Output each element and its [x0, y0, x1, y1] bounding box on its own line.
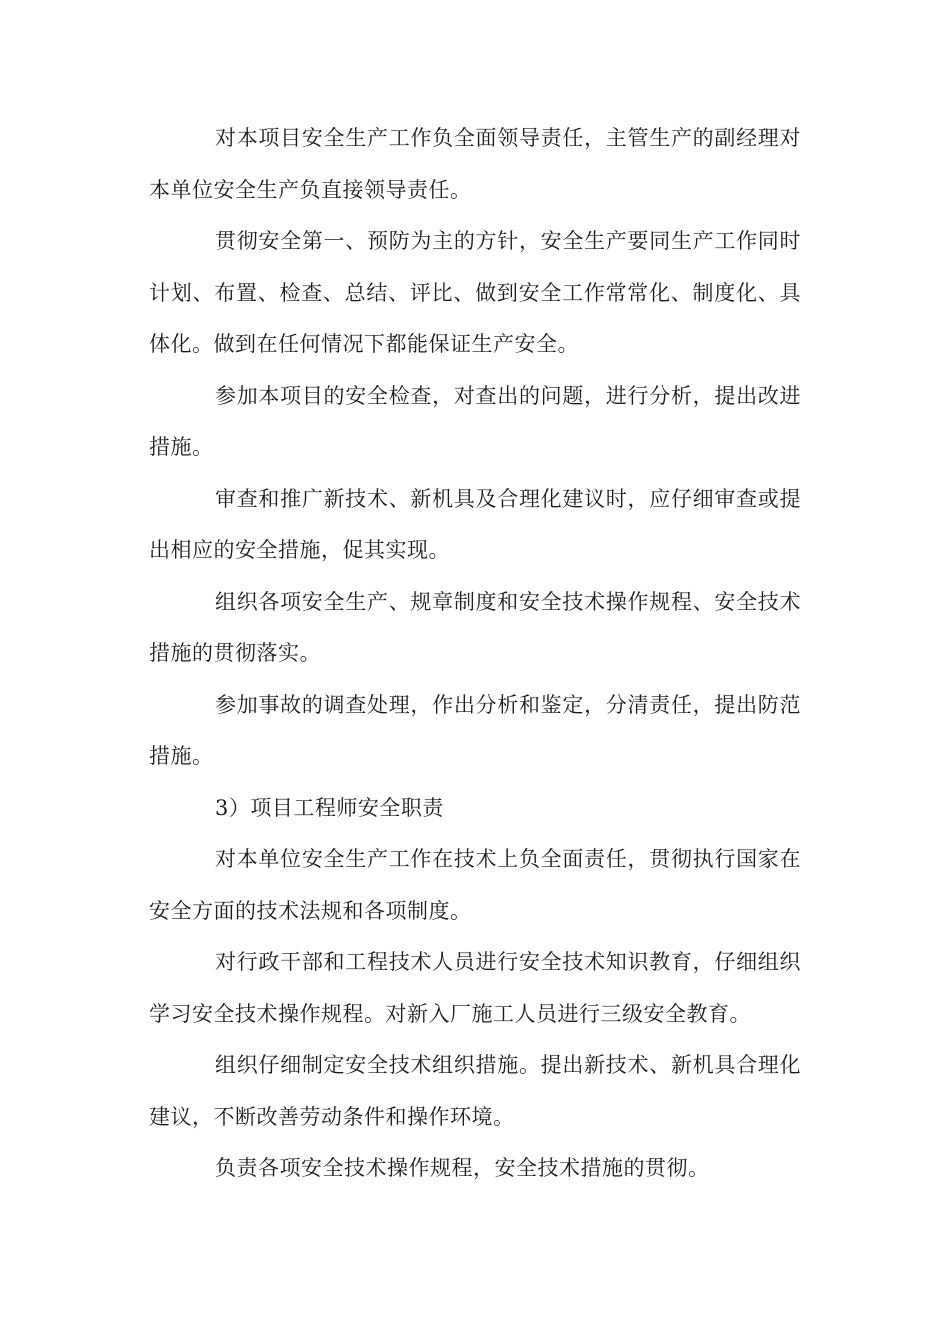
paragraph: 审查和推广新技术、新机具及合理化建议时，应仔细审查或提出相应的安全措施，促其实现。 — [149, 486, 801, 562]
paragraph: 贯彻安全第一、预防为主的方针，安全生产要同生产工作同时计划、布置、检查、总结、评比、做到安全工作常常化、制度化、具体化。做到在任何情况下都能保证生产安全。 — [149, 229, 801, 356]
paragraph: 负责各项安全技术操作规程，安全技术措施的贯彻。 — [215, 1156, 710, 1180]
paragraph: 组织仔细制定安全技术组织措施。提出新技术、新机具合理化建议，不断改善劳动条件和操作环境。 — [149, 1053, 801, 1129]
paragraph: 组织各项安全生产、规章制度和安全技术操作规程、安全技术措施的贯彻落实。 — [149, 589, 801, 665]
paragraph: 对本单位安全生产工作在技术上负全面责任，贯彻执行国家在安全方面的技术法规和各项制度。 — [149, 847, 801, 923]
paragraph: 参加本项目的安全检查，对查出的问题，进行分析，提出改进措施。 — [149, 383, 801, 459]
paragraph: 对行政干部和工程技术人员进行安全技术知识教育，仔细组织学习安全技术操作规程。对新入厂施工人员进行三级安全教育。 — [149, 950, 801, 1026]
document-body — [149, 113, 801, 1195]
section-heading: 3）项目工程师安全职责 — [215, 795, 444, 820]
paragraph: 参加事故的调查处理，作出分析和鉴定，分清责任，提出防范措施。 — [149, 692, 801, 768]
paragraph: 对本项目安全生产工作负全面领导责任，主管生产的副经理对本单位安全生产负直接领导责任。 — [149, 126, 801, 202]
